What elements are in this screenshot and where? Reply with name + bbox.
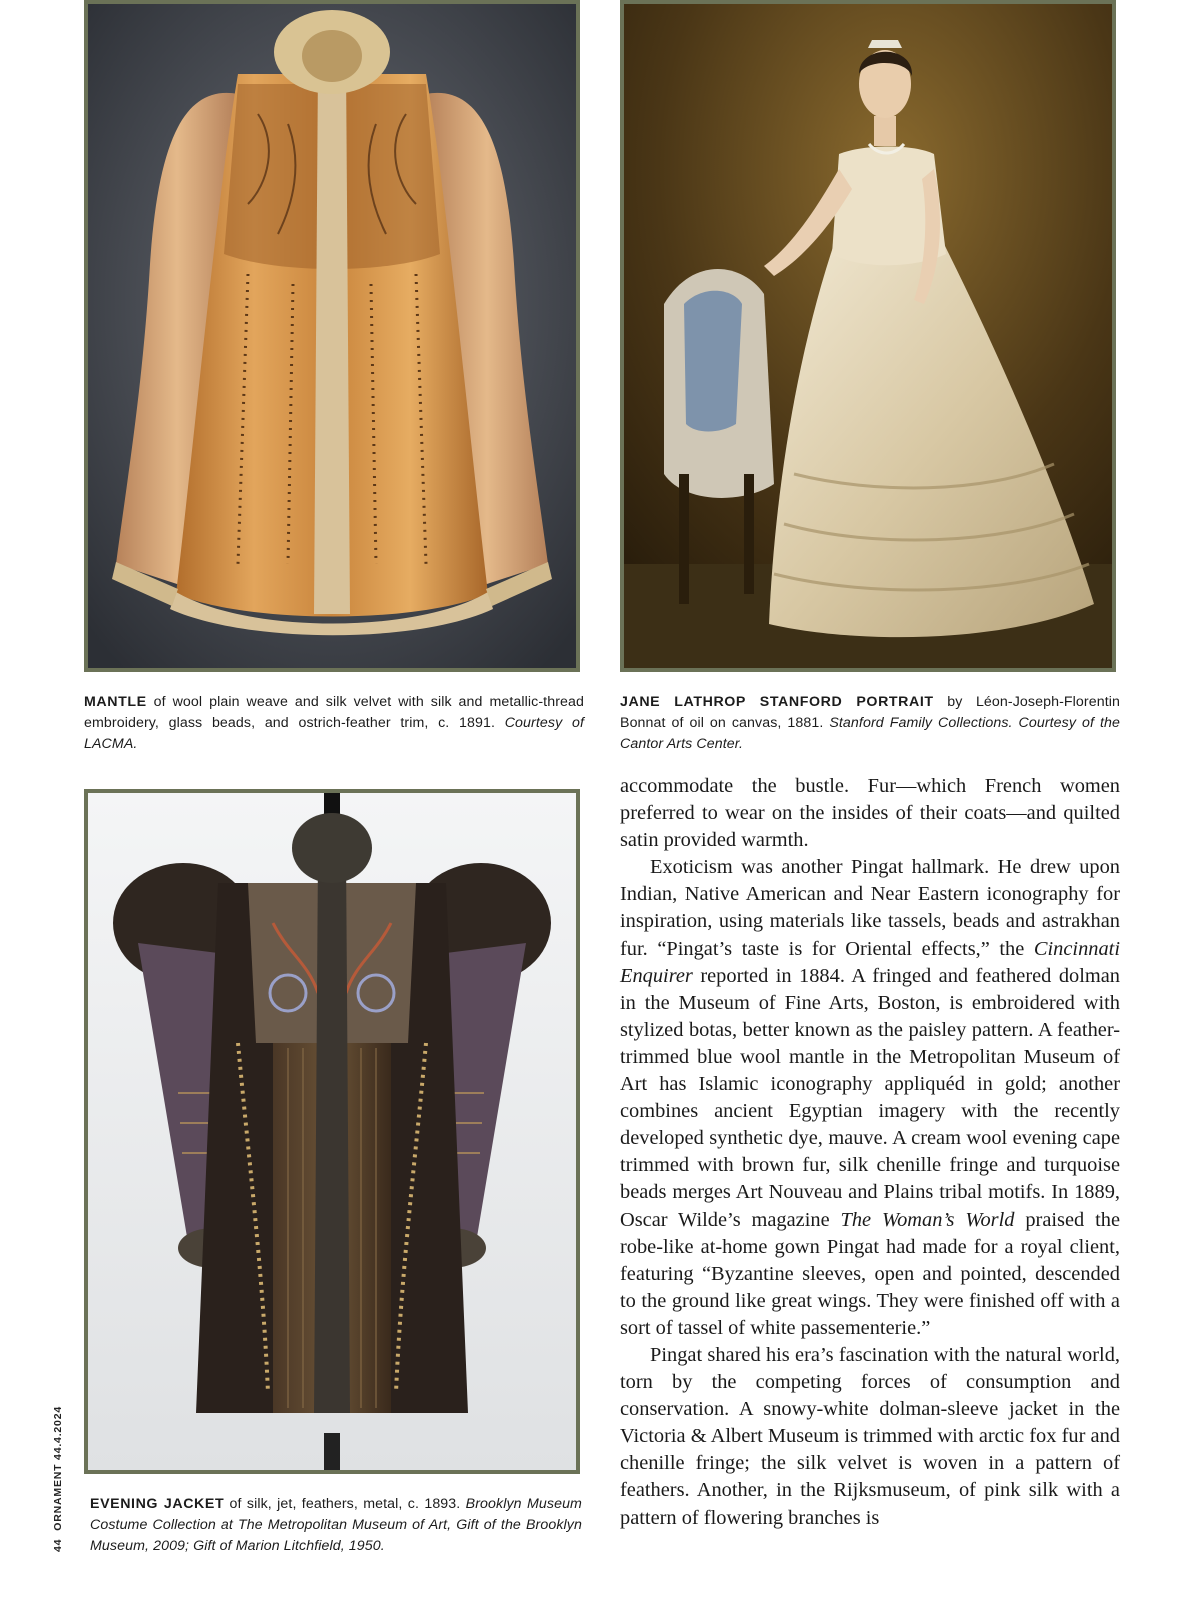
article-paragraph: Pingat shared his era’s fascination with the natural world, torn by the competing forces of consumption and conservation. A snowy-white dolman-sleeve jacket in the Victoria & Albert Museum is trimmed with arctic fox fur and chenille fringe; the silk velvet is woven in a pattern of feathers. Another, in the Rijksmuseum, of pink silk with a pattern of flowering branches is (620, 1343, 1120, 1529)
article-paragraph (620, 854, 1120, 1342)
jacket-caption (90, 1494, 582, 1557)
mantle-photo (84, 0, 580, 672)
article-italic-title: Cincinnati Enquirer (620, 937, 1120, 987)
caption-credit: Stanford Family Collections. Courtesy of the Cantor Arts Center. (620, 715, 1120, 752)
portrait-photo (620, 0, 1116, 672)
article-body (620, 773, 1120, 1532)
portrait-caption (620, 692, 1120, 755)
page-folio (52, 1406, 64, 1552)
caption-text: of wool plain weave and silk velvet with silk and metallic-thread embroidery, glass beads, and ostrich-feather trim, c. 1891. (84, 694, 584, 731)
mantle-image (88, 4, 576, 668)
article-italic-title: The Woman’s World (840, 1208, 1015, 1231)
jacket-image (88, 793, 576, 1470)
article-text: reported in 1884. A fringed and feathered dolman in the Museum of Fine Arts, Boston, is embroidered with stylized botas, better known as the paisley pattern. A feather-trimmed blue wool mantle in the Metropolitan Museum of Art has Islamic iconography appliquéd in gold; another combines ancient Egyptian imagery with the recently developed synthetic dye, mauve. A cream wool evening cape trimmed with brown fur, silk chenille fringe and turquoise beads merges Art Nouveau and Plains tribal motifs. In 1889, Oscar Wilde’s magazine (620, 964, 1120, 1231)
caption-credit: Courtesy of LACMA. (84, 715, 584, 752)
caption-lead: EVENING JACKET (90, 1496, 225, 1512)
publication-name: ORNAMENT 44.4.2024 (52, 1406, 64, 1531)
caption-text: by Léon-Joseph-Florentin Bonnat of oil on canvas, 1881. (620, 694, 1121, 731)
article-text: Exoticism was another Pingat hallmark. He drew upon Indian, Native American and Near Eastern iconography for inspiration, using materials like tassels, beads and astrakhan fur. “Pingat’s taste is for Oriental effects,” the (620, 856, 1120, 960)
page-number: 44 (52, 1538, 64, 1552)
mantle-caption (84, 692, 584, 755)
caption-lead: MANTLE (84, 694, 147, 710)
caption-credit: Brooklyn Museum Costume Collection at The Metropolitan Museum of Art, Gift of the Brooklyn Museum, 2009; Gift of Marion Litchfield, 1950. (90, 1496, 582, 1554)
portrait-image (624, 4, 1112, 668)
caption-lead: JANE LATHROP STANFORD PORTRAIT (620, 694, 934, 710)
jacket-photo (84, 789, 580, 1474)
article-paragraph: accommodate the bustle. Fur—which French women preferred to wear on the insides of their coats—and quilted satin provided warmth. (620, 775, 1120, 852)
caption-text: of silk, jet, feathers, metal, c. 1893. (224, 1496, 466, 1512)
article-text: praised the robe-like at-home gown Pingat had made for a royal client, featuring “Byzantine sleeves, open and pointed, descended to the ground like great wings. They were finished off with a sort of tassel of white passementerie.” (620, 1208, 1120, 1339)
